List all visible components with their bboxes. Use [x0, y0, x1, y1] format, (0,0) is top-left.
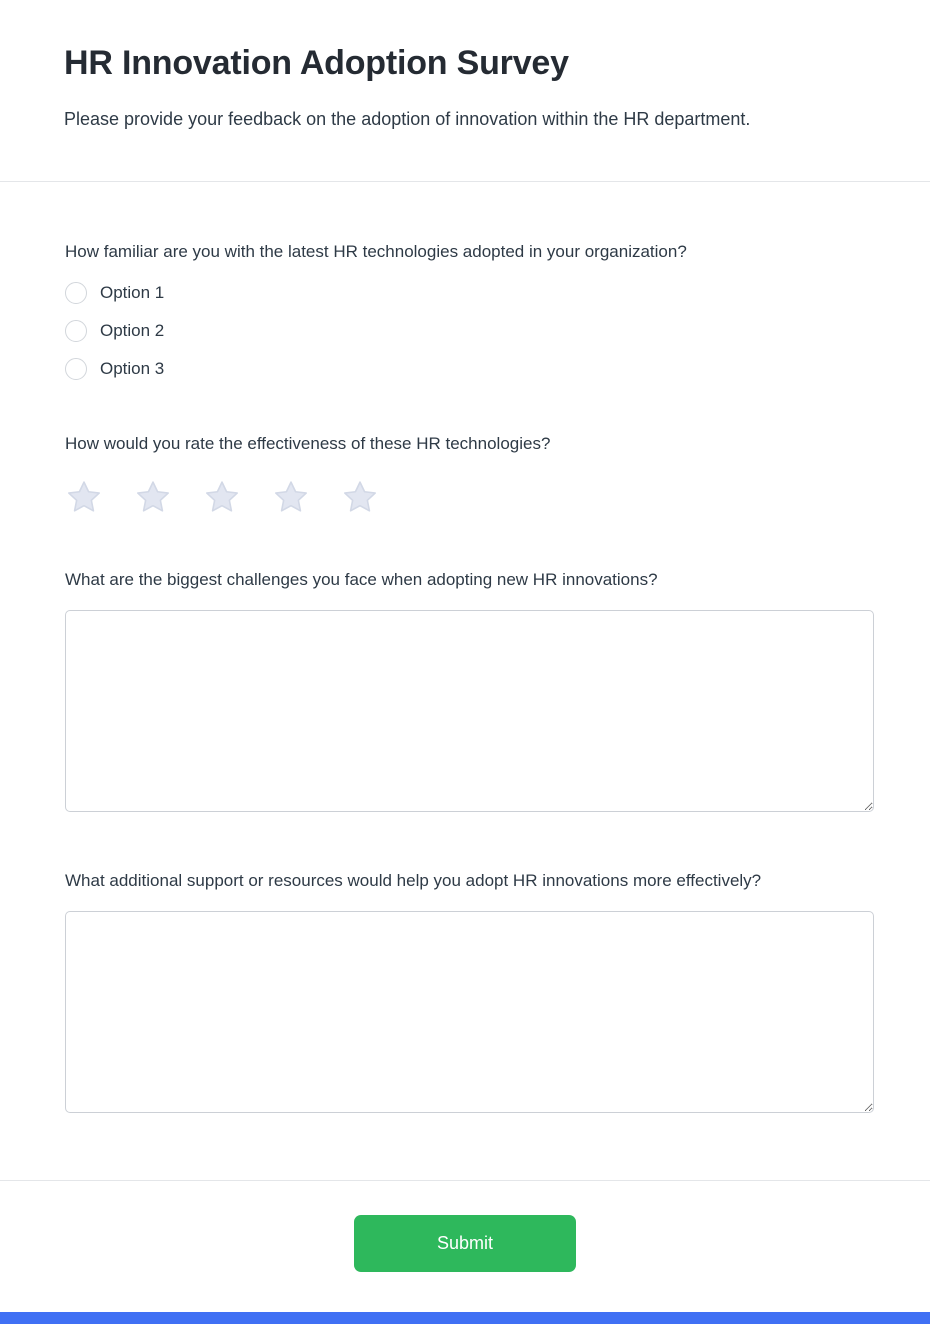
radio-button-icon[interactable] [65, 320, 87, 342]
radio-option-2[interactable] [65, 320, 164, 342]
question-challenges [65, 568, 874, 817]
question-label: How would you rate the effectiveness of these HR technologies? [65, 434, 551, 453]
support-textarea[interactable] [65, 911, 874, 1113]
star-icon[interactable] [65, 478, 103, 516]
survey-footer [0, 1180, 930, 1312]
page-title: HR Innovation Adoption Survey [64, 44, 569, 82]
question-familiarity [65, 240, 874, 380]
question-label: How familiar are you with the latest HR technologies adopted in your organization? [65, 242, 687, 261]
radio-option-label: Option 2 [100, 321, 165, 340]
radio-button-icon[interactable] [65, 358, 87, 380]
question-label: What additional support or resources would help you adopt HR innovations more effectively? [65, 871, 762, 890]
radio-option-label: Option 1 [100, 283, 165, 302]
submit-button[interactable]: Submit [354, 1215, 576, 1272]
star-rating [65, 474, 874, 516]
star-icon[interactable] [134, 478, 172, 516]
bottom-accent-bar [0, 1312, 930, 1324]
star-icon[interactable] [341, 478, 379, 516]
question-effectiveness-rating [65, 432, 874, 516]
survey-body [0, 182, 930, 1180]
page-subtitle: Please provide your feedback on the adoption of innovation within the HR department. [64, 109, 751, 129]
radio-button-icon[interactable] [65, 282, 87, 304]
question-label: What are the biggest challenges you face when adopting new HR innovations? [65, 570, 658, 589]
radio-option-label: Option 3 [100, 359, 165, 378]
survey-header [0, 0, 930, 181]
radio-option-1[interactable] [65, 282, 164, 304]
star-icon[interactable] [272, 478, 310, 516]
star-icon[interactable] [203, 478, 241, 516]
radio-option-3[interactable] [65, 358, 164, 380]
challenges-textarea[interactable] [65, 610, 874, 812]
question-additional-support [65, 869, 874, 1118]
